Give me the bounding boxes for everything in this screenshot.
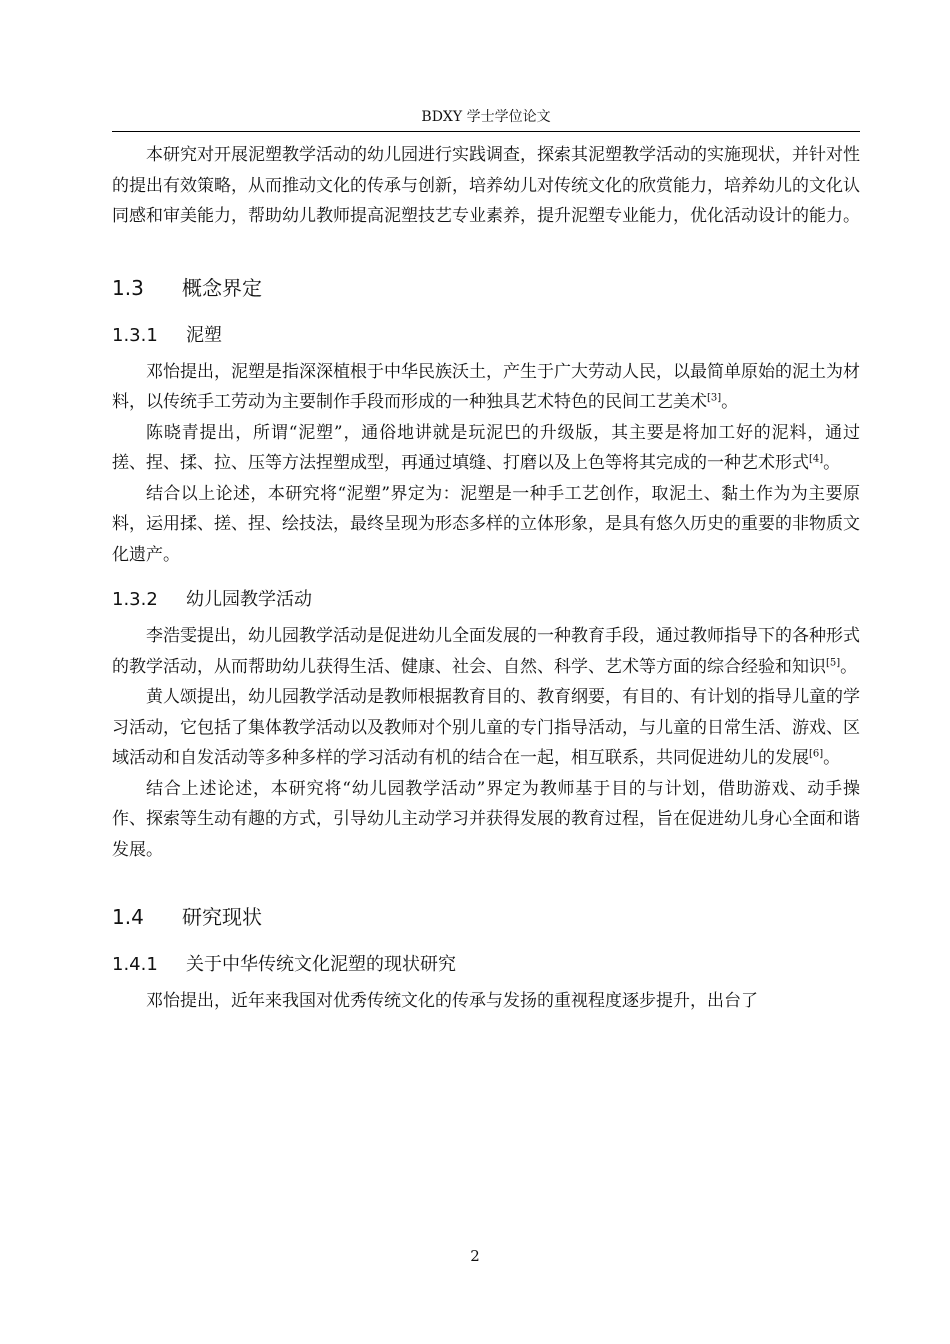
subsection-number: 1.4.1 [112,954,158,975]
paragraph-text: 邓怡提出，泥塑是指深深植根于中华民族沃土，产生于广大劳动人民，以最简单原始的泥土为材料，以传统手工劳动为主要制作手段而形成的一种独具艺术特色的民间工艺美术 [112,361,860,412]
section-title: 概念界定 [182,275,262,300]
paragraph-end: 。 [721,392,739,412]
paragraph: 结合以上论述，本研究将“泥塑”界定为：泥塑是一种手工艺创作，取泥土、黏土作为为主要原料，运用揉、搓、捏、绘技法，最终呈现为形态多样的立体形象，是具有悠久历史的重要的非物质文化遗产。 [112,483,860,565]
paragraph [112,418,860,479]
section-number: 1.4 [112,905,144,929]
section-heading-1-4 [112,903,860,931]
paragraph-end: 。 [823,748,841,768]
citation: [5] [826,656,841,668]
paragraph: 邓怡提出，近年来我国对优秀传统文化的传承与发扬的重视程度逐步提升，出台了 [146,991,758,1011]
citation: [6] [809,748,824,760]
paragraph-end: 。 [840,656,858,677]
section-number: 1.3 [112,275,144,300]
paragraph-end: 。 [823,453,841,473]
subsection-heading-1-4-1 [112,952,860,978]
paragraph-text: 李浩雯提出，幼儿园教学活动是促进幼儿全面发展的一种教育手段，通过教师指导下的各种形式的教学活动，从而帮助幼儿获得生活、健康、社会、自然、科学、艺术等方面的综合经验和知识 [112,626,860,677]
citation: [4] [809,453,824,465]
section-title: 研究现状 [182,905,262,929]
paragraph: 结合上述论述，本研究将“幼儿园教学活动”界定为教师基于目的与计划，借助游戏、动手操作、探索等生动有趣的方式，引导幼儿主动学习并获得发展的教育过程，旨在促进幼儿身心全面和谐发展。 [112,778,860,860]
subsection-title: 关于中华传统文化泥塑的现状研究 [186,954,456,975]
subsection-number: 1.3.2 [112,589,158,610]
paragraph [112,621,860,682]
paragraph [112,682,860,774]
running-header: BDXY 学士学位论文 [421,109,551,125]
subsection-title: 幼儿园教学活动 [186,589,312,610]
page-number: 2 [470,1247,480,1265]
subsection-heading-1-3-2 [112,587,860,613]
subsection-heading-1-3-1 [112,323,860,349]
subsection-number: 1.3.1 [112,324,158,346]
intro-paragraph: 本研究对开展泥塑教学活动的幼儿园进行实践调查，探索其泥塑教学活动的实施现状，并针对性的提出有效策略，从而推动文化的传承与创新，培养幼儿对传统文化的欣赏能力，培养幼儿的文化认同感和审美能力，帮助幼儿教师提高泥塑技艺专业素养，提升泥塑专业能力，优化活动设计的能力。 [112,145,860,226]
paragraph-text: 陈晓青提出，所谓“泥塑”，通俗地讲就是玩泥巴的升级版，其主要是将加工好的泥料，通过搓、捏、揉、拉、压等方法捏塑成型，再通过填缝、打磨以及上色等将其完成的一种艺术形式 [112,422,860,473]
section-heading-1-3 [112,274,860,302]
header-rule [112,131,860,132]
citation: [3] [707,392,722,404]
page-body [112,140,860,1017]
paragraph [112,357,860,418]
paragraph-text: 黄人颂提出，幼儿园教学活动是教师根据教育目的、教育纲要，有目的、有计划的指导儿童的学习活动，它包括了集体教学活动以及教师对个别儿童的专门指导活动，与儿童的日常生活、游戏、区域活动和自发活动等多种多样的学习活动有机的结合在一起，相互联系，共同促进幼儿的发展 [112,687,860,768]
subsection-title: 泥塑 [186,324,222,346]
